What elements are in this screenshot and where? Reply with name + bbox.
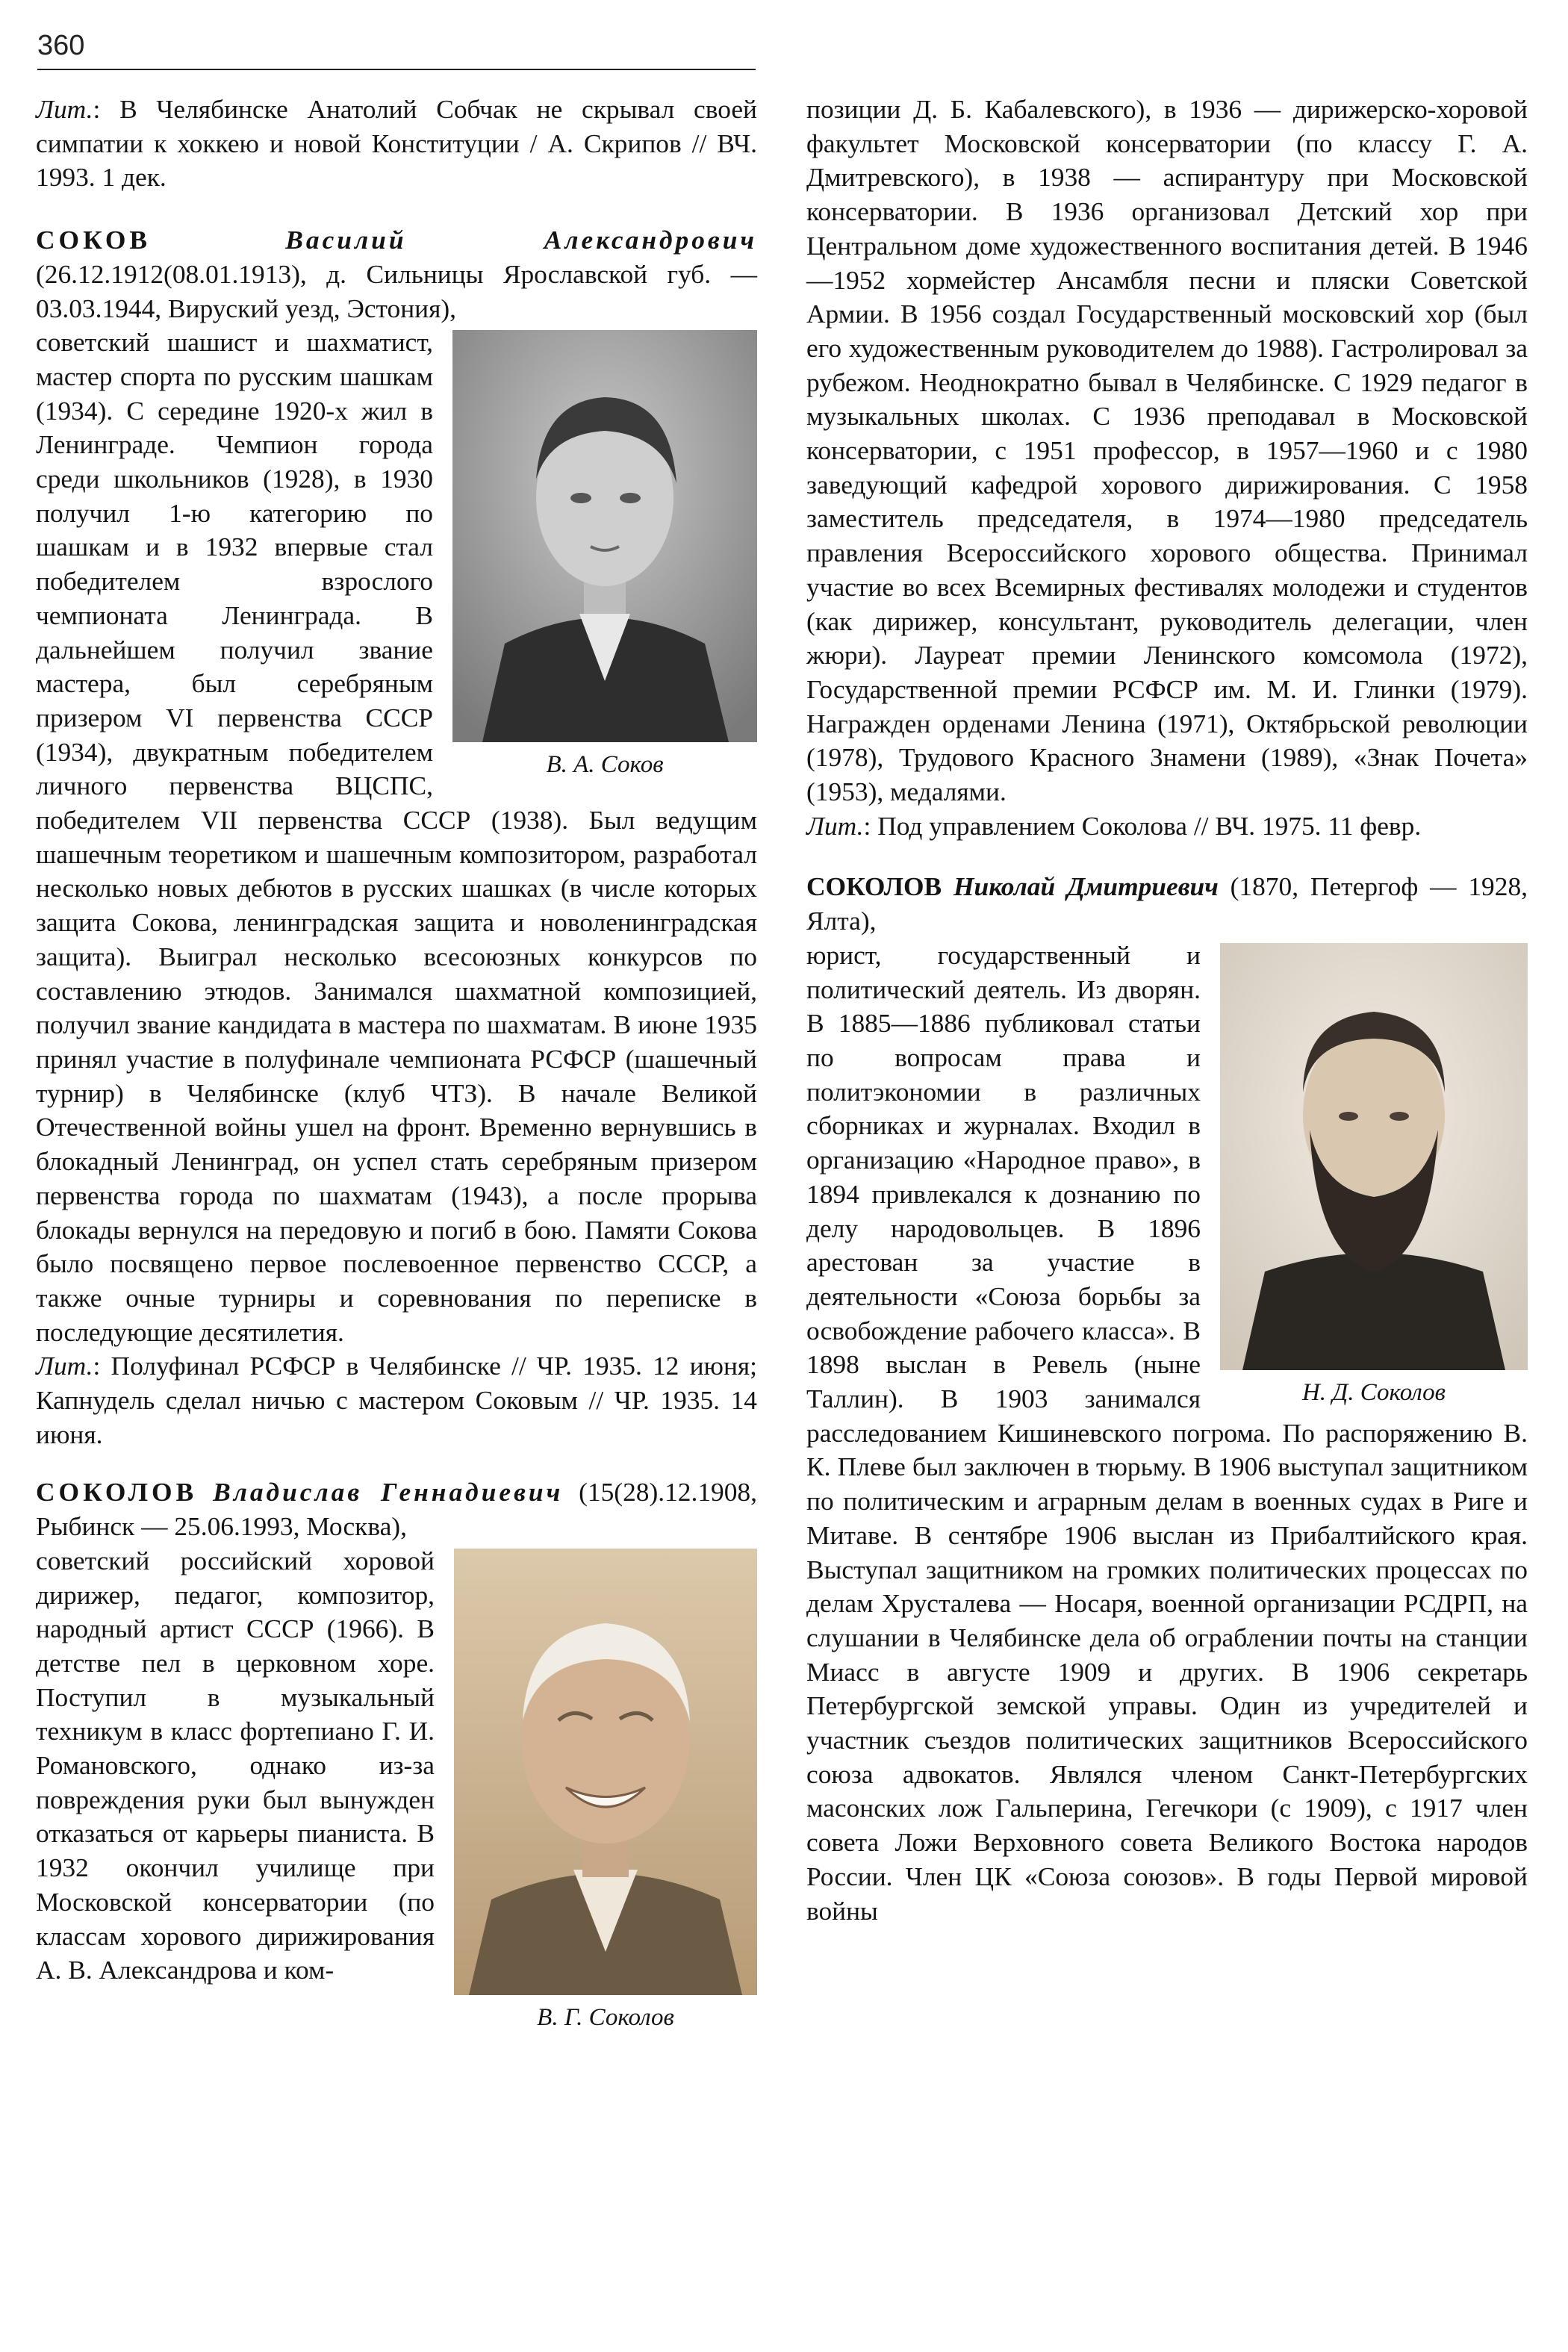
page-number: 360 <box>37 30 85 61</box>
entry-literature <box>36 1349 757 1452</box>
left-column <box>36 93 757 2035</box>
portrait-sokov <box>452 330 757 780</box>
entry-body: советский российский хоровой дирижер, педагог, композитор, народный артист СССР (1966). В детстве пел в церковном хоре. Поступил в музыкальный техникум в класс фортепиано Г. И. Романовского, однако из-за повреждения руки был вынужден отказаться от карьеры пианиста. В 1932 окончил училище при Московской консерватории (по классам хорового дирижирования А. В. Александрова и ком- <box>36 1545 435 1985</box>
portrait-sokolov-nd <box>1220 943 1528 1407</box>
entry-dates: (26.12.1912(08.01.1913), д. Сильницы Ярославской губ. — 03.03.1944, Вируский уезд, Эстония), <box>36 258 757 323</box>
entry-heading <box>36 1475 757 1543</box>
lit-text: : Полуфинал РСФСР в Челябинске // ЧР. 1935. 12 июня; Капнудель сделал ничью с мастером Соковым // ЧР. 1935. 14 июня. <box>36 1351 757 1449</box>
entry-given-name: Владислав Геннадиевич <box>213 1477 564 1508</box>
header-rule <box>37 69 756 70</box>
lit-label: Лит. <box>806 810 864 841</box>
entry-sokov <box>36 223 757 1452</box>
entry-dates: (15(28).12.1908, Рыбинск — 25.06.1993, Москва), <box>36 1477 757 1542</box>
entry-continuation: позиции Д. Б. Кабалевского), в 1936 — дирижерско-хоровой факультет Московской консерватории (по классу Г. А. Дмитревского), в 1938 — аспирантуру при Московской консерватории. В 1936 организовал Детский хор при Центральном доме художественного воспитания детей. В 1946—1952 хормейстер Ансамбля песни и пляски Советской Армии. В 1956 создал Государственный московский хор (был его художественным руководителем до 1988). Гастролировал за рубежом. Неоднократно бывал в Челябинске. С 1929 педагог в музыкальных школах. С 1936 преподавал в Московской консерватории, с 1951 профессор, в 1957—1960 и с 1980 заведующий кафедрой хорового дирижирования. С 1958 заместитель председателя, в 1974—1980 председатель правления Всероссийского хорового общества. Принимал участие во всех Всемирных фестивалях молодежи и студентов (как дирижер, консультант, руководитель делегации, член жюри). Лауреат премии Ленинского комсомола (1972), Государственной премии РСФСР им. М. И. Глинки (1979). Награжден орденами Ленина (1971), Октябрьской революции (1978), Трудового Красного Знамени (1989), «Знак Почета» (1953), медалями. <box>806 94 1528 807</box>
portrait-photo <box>452 330 757 742</box>
portrait-photo <box>454 1549 757 1995</box>
entry-given-name: Николай Дмитриевич <box>953 871 1219 902</box>
entry-literature <box>806 809 1528 844</box>
portrait-caption: В. А. Соков <box>546 751 664 779</box>
right-column <box>806 93 1528 1928</box>
portrait-caption: В. Г. Соколов <box>537 2003 674 2031</box>
lit-label: Лит. <box>36 1351 93 1381</box>
portrait-sokolov-vg <box>454 1549 757 2032</box>
entry-dates: (1870, Петергоф — 1928, Ялта), <box>806 871 1528 936</box>
entry-surname: СОКОЛОВ <box>36 1477 198 1508</box>
entry-surname: СОКОЛОВ <box>806 871 942 902</box>
entry-body: юрист, государственный и политический деятель. Из дворян. В 1885—1886 публиковал статьи по вопросам права и политэкономии в различных сборниках и журналах. Входил в организацию «Народное право», в 1894 привлекался к дознанию по делу народовольцев. В 1896 арестован за участие в деятельности «Союза борьбы за освобождение рабочего класса». В 1898 выслан в Ревель (ныне Таллин). В 1903 занимался расследованием Кишиневского погрома. По распоряжению В. К. Плеве был заключен в тюрьму. В 1906 выступал защитником по политическим и аграрным делам в военных судах в Риге и Митаве. В сентябре 1906 выслан из Прибалтийского края. Выступал защитником на громких политических процессах по делам Хрусталева — Носаря, военной организации РСДРП, на слушании в Челябинске дела об ограблении почты на станции Миасс в августе 1909 и других. В 1906 секретарь Петербургской земской управы. Один из учредителей и участник съездов политических защитников Всероссийского союза адвокатов. Являлся членом Санкт-Петербургских масонских лож Гальперина, Гегечкори (с 1909), с 1917 член совета Ложи Верховного совета Великого Востока народов России. Член ЦК «Союза союзов». В годы Первой мировой войны <box>806 939 1528 1926</box>
top-literature <box>36 93 757 195</box>
lit-text: : Под управлением Соколова // ВЧ. 1975. 11 февр. <box>863 810 1422 841</box>
entry-surname: СОКОВ <box>36 225 151 255</box>
portrait-caption: Н. Д. Соколов <box>1301 1378 1446 1406</box>
entry-given-name: Василий Александрович <box>285 225 757 255</box>
entry-sokolov-nd <box>806 870 1528 1928</box>
entry-heading <box>806 870 1528 938</box>
entry-body: советский шашист и шахматист, мастер спорта по русским шашкам (1934). С середине 1920-х жил в Ленинграде. Чемпион города среди школьников (1928), в 1930 получил 1-ю категорию по шашкам и в 1932 впервые стал победителем взрослого чемпионата Ленинграда. В дальнейшем получил звание мастера, был серебряным призером VI первенства СССР (1934), двукратным победителем личного первенства ВЦСПС, победителем VII первенства СССР (1938). Был ведущим шашечным теоретиком и шашечным композитором, разработал несколько новых дебютов в русских шашках (в числе которых защита Сокова, ленинградская защита и новоленинградская защита). Выиграл несколько всесоюзных конкурсов по составлению этюдов. Занимался шахматной композицией, получил звание кандидата в мастера по шахматам. В июне 1935 принял участие в полуфинале чемпионата РСФСР (шашечный турнир) в Челябинске (клуб ЧТЗ). В начале Великой Отечественной войны ушел на фронт. Временно вернувшись в блокадный Ленинград, он успел стать серебряным призером первенства города по шахматам (1943), а после прорыва блокады вернулся на передовую и погиб в бою. Памяти Сокова было посвящено первое послевоенное первенство СССР, а также очные турниры и соревнования по переписке в последующие десятилетия. <box>36 327 757 1347</box>
entry-heading <box>36 223 757 326</box>
portrait-photo <box>1220 943 1528 1370</box>
lit-label: Лит. <box>36 94 93 124</box>
lit-text: : В Челябинске Анатолий Собчак не скрывал своей симпатии к хоккею и новой Конституции / А. Скрипов // ВЧ. 1993. 1 дек. <box>36 94 757 193</box>
entry-sokolov-vg <box>36 1475 757 2031</box>
